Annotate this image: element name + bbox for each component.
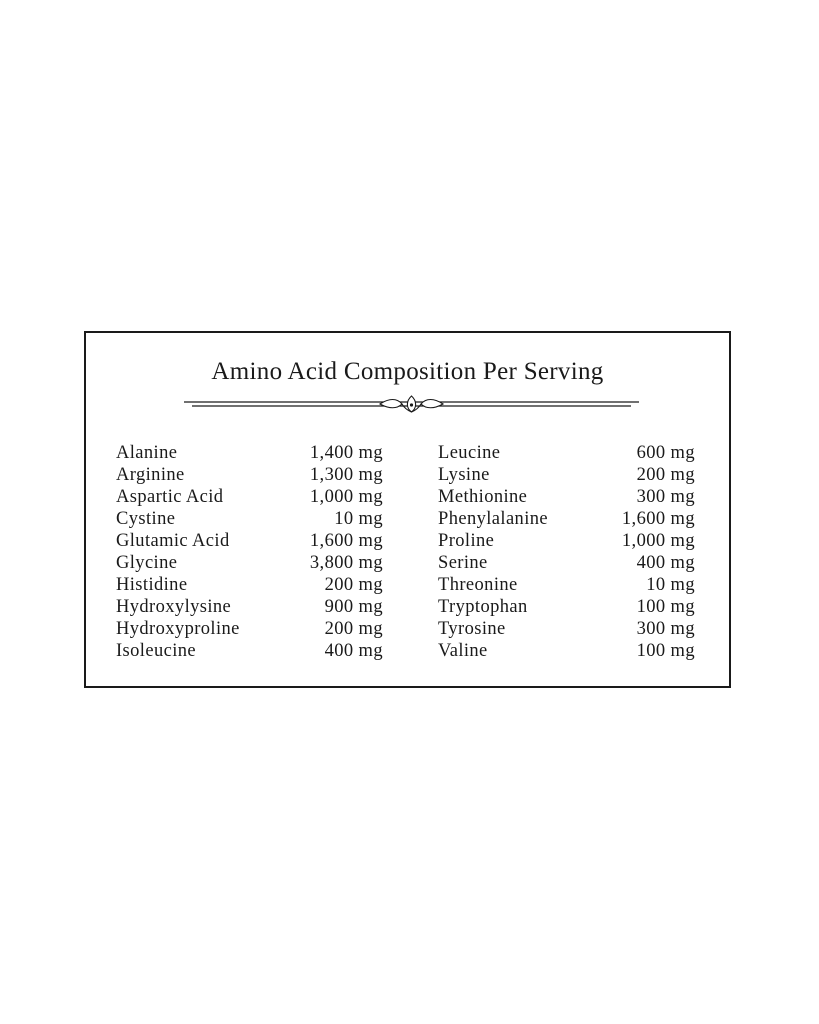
amino-name: Tyrosine <box>438 619 506 639</box>
amino-name: Leucine <box>438 443 501 463</box>
list-item <box>438 508 695 530</box>
amino-name: Threonine <box>438 575 518 595</box>
amino-amount: 600 mg <box>636 443 695 463</box>
amino-amount: 1,000 mg <box>309 487 383 507</box>
list-item <box>116 596 383 618</box>
amino-name: Histidine <box>116 575 188 595</box>
amino-amount: 300 mg <box>636 487 695 507</box>
amino-amount: 200 mg <box>324 619 383 639</box>
list-item <box>438 530 695 552</box>
list-item <box>438 618 695 640</box>
amino-name: Lysine <box>438 465 490 485</box>
amino-amount: 10 mg <box>334 509 383 529</box>
amino-name: Phenylalanine <box>438 509 549 529</box>
list-item <box>438 552 695 574</box>
amino-name: Aspartic Acid <box>116 487 224 507</box>
list-item <box>438 640 695 662</box>
amino-name: Methionine <box>438 487 528 507</box>
list-item <box>116 552 383 574</box>
amino-name: Tryptophan <box>438 597 528 617</box>
list-item <box>116 486 383 508</box>
amino-amount: 200 mg <box>636 465 695 485</box>
amino-amount: 1,300 mg <box>309 465 383 485</box>
panel-title: Amino Acid Composition Per Serving <box>211 358 604 385</box>
amino-name: Glutamic Acid <box>116 531 230 551</box>
list-item <box>116 508 383 530</box>
list-item <box>116 530 383 552</box>
list-item <box>116 640 383 662</box>
amino-amount: 1,600 mg <box>621 509 695 529</box>
list-item <box>116 618 383 640</box>
amino-list-right <box>438 442 695 662</box>
amino-name: Hydroxylysine <box>116 597 232 617</box>
list-item <box>438 596 695 618</box>
amino-amount: 100 mg <box>636 641 695 661</box>
flourish-ornament <box>380 396 443 412</box>
amino-amount: 100 mg <box>636 597 695 617</box>
amino-amount: 400 mg <box>636 553 695 573</box>
list-item <box>438 574 695 596</box>
amino-name: Serine <box>438 553 488 573</box>
amino-amount: 3,800 mg <box>309 553 383 573</box>
amino-amount: 1,600 mg <box>309 531 383 551</box>
list-item <box>438 486 695 508</box>
list-item <box>116 442 383 464</box>
amino-amount: 300 mg <box>636 619 695 639</box>
amino-list-left <box>116 442 383 662</box>
ornamental-divider <box>184 395 639 417</box>
list-item <box>438 442 695 464</box>
amino-amount: 1,000 mg <box>621 531 695 551</box>
amino-name: Glycine <box>116 553 178 573</box>
amino-amount: 400 mg <box>324 641 383 661</box>
amino-name: Arginine <box>116 465 185 485</box>
amino-acid-panel <box>84 331 731 688</box>
list-item <box>438 464 695 486</box>
list-item <box>116 464 383 486</box>
amino-name: Alanine <box>116 443 178 463</box>
amino-amount: 1,400 mg <box>309 443 383 463</box>
amino-amount: 10 mg <box>646 575 695 595</box>
amino-name: Valine <box>438 641 488 661</box>
amino-name: Cystine <box>116 509 176 529</box>
list-item <box>116 574 383 596</box>
amino-name: Proline <box>438 531 495 551</box>
amino-amount: 900 mg <box>324 597 383 617</box>
amino-name: Hydroxyproline <box>116 619 240 639</box>
amino-amount: 200 mg <box>324 575 383 595</box>
amino-name: Isoleucine <box>116 641 197 661</box>
